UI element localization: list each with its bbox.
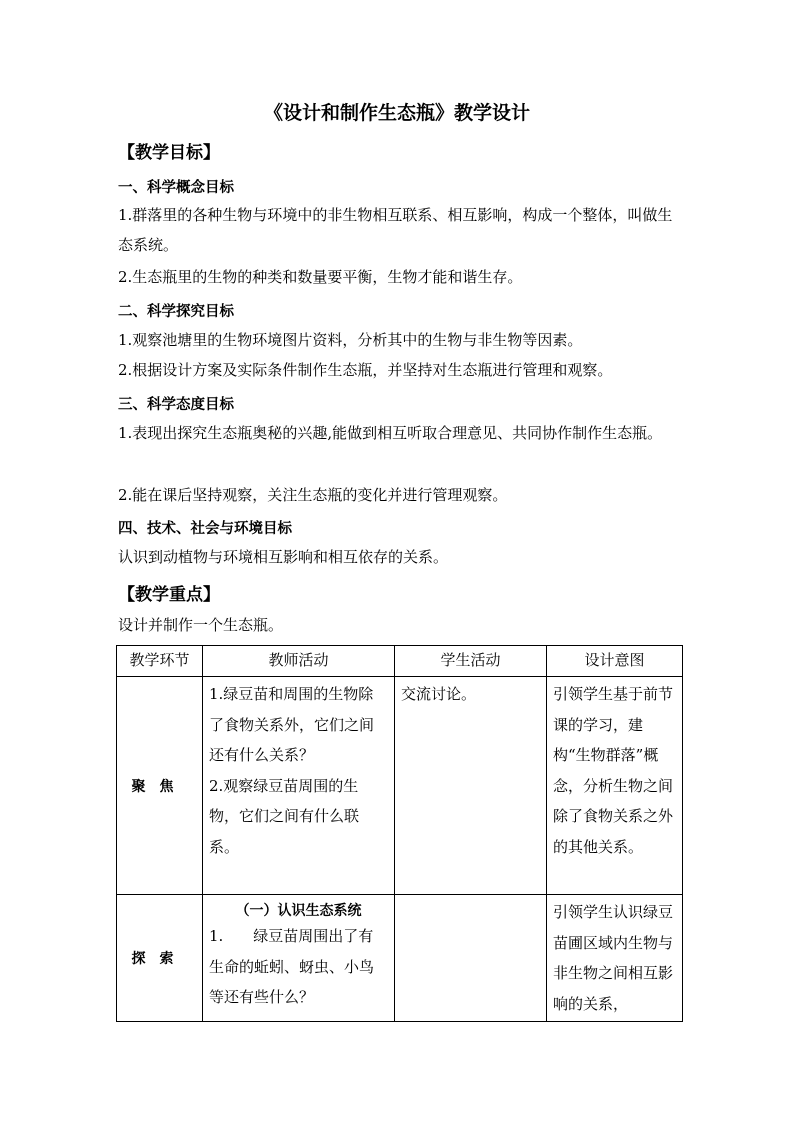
- concept-goal-item-2: 2.生态瓶里的生物的种类和数量要平衡，生物才能和谐生存。: [118, 268, 523, 286]
- header-teacher: 教师活动: [203, 646, 395, 677]
- table-row: [117, 895, 683, 1022]
- attitude-goal-heading: 三、科学态度目标: [118, 397, 234, 413]
- design-intent-text: 引领学生基于前节课的学习，建构“生物群落”概念，分析生物之间除了食物关系之外的其他关系。: [553, 685, 674, 856]
- header-student: 学生活动: [395, 646, 547, 677]
- document-title: 《设计和制作生态瓶》教学设计: [263, 102, 530, 124]
- table-header-row: [117, 646, 683, 677]
- attitude-goal-item-1: 1.表现出探究生态瓶奥秘的兴趣,能做到相互听取合理意见、共同协作制作生态瓶。: [118, 424, 663, 442]
- design-intent-text: 引领学生认识绿豆苗圃区域内生物与非生物之间相互影响的关系，: [553, 903, 674, 1013]
- attitude-goal-item-2: 2.能在课后坚持观察，关注生态瓶的变化并进行管理观察。: [118, 486, 508, 504]
- goals-heading: 【教学目标】: [118, 143, 220, 163]
- key-points-heading: 【教学重点】: [118, 585, 220, 605]
- concept-goal-heading: 一、科学概念目标: [118, 180, 234, 196]
- inquiry-goal-heading: 二、科学探究目标: [118, 304, 234, 320]
- stage-cell: 聚焦: [117, 677, 203, 895]
- student-activity-text: 交流讨论。: [401, 685, 477, 703]
- teacher-activity-cell: [203, 895, 395, 1022]
- inquiry-goal-item-1: 1.观察池塘里的生物环境图片资料，分析其中的生物与非生物等因素。: [118, 331, 583, 349]
- header-stage: 教学环节: [117, 646, 203, 677]
- table-row: [117, 677, 683, 895]
- teacher-activity-line: 1. 绿豆苗周围出了有生命的蚯蚓、蚜虫、小鸟等还有些什么？: [209, 927, 375, 1006]
- student-activity-cell: [395, 677, 547, 895]
- concept-goal-item-1: 1.群落里的各种生物与环境中的非生物相互联系、相互影响，构成一个整体，叫做生态系统。: [118, 206, 673, 254]
- header-intent: 设计意图: [547, 646, 683, 677]
- teacher-activity-line: 1.绿豆苗和周围的生物除了食物关系外，它们之间还有什么关系？: [209, 685, 375, 764]
- stage-cell: 探索: [117, 895, 203, 1022]
- teacher-activity-cell: [203, 677, 395, 895]
- inquiry-goal-item-2: 2.根据设计方案及实际条件制作生态瓶，并坚持对生态瓶进行管理和观察。: [118, 361, 613, 379]
- design-intent-cell: [547, 677, 683, 895]
- teacher-activity-heading: （一）认识生态系统: [235, 903, 362, 919]
- student-activity-cell: [395, 895, 547, 1022]
- lesson-plan-table: [116, 645, 683, 1022]
- sts-goal-heading: 四、技术、社会与环境目标: [118, 521, 292, 537]
- design-intent-cell: [547, 895, 683, 1022]
- teacher-activity-line: 2.观察绿豆苗周围的生物，它们之间有什么联系。: [209, 776, 360, 856]
- key-points-text: 设计并制作一个生态瓶。: [118, 616, 284, 634]
- student-activity-text: [401, 895, 540, 897]
- sts-goal-item-1: 认识到动植物与环境相互影响和相互依存的关系。: [118, 548, 449, 566]
